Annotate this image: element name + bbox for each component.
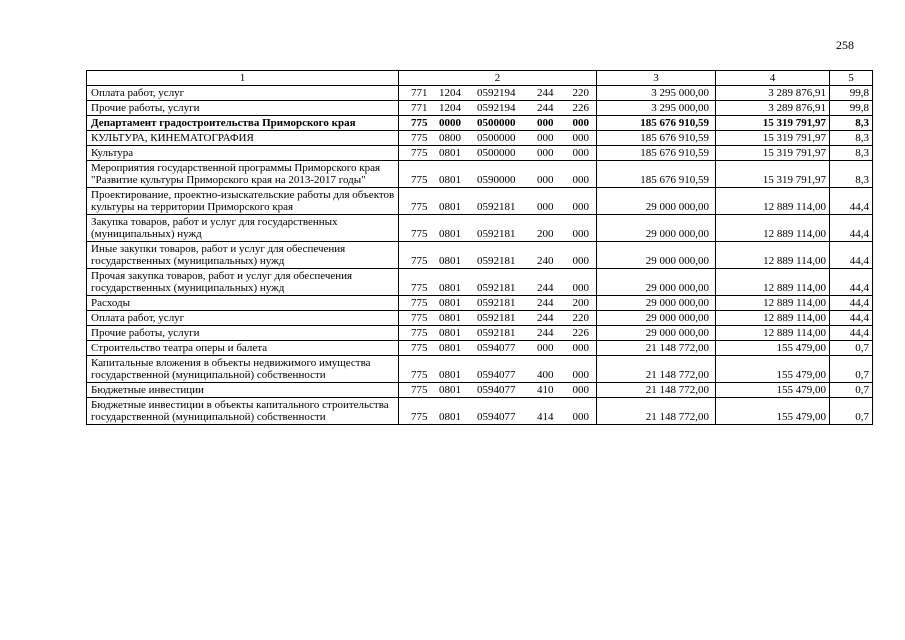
row-codes [399, 296, 597, 311]
row-plan-amount: 185 676 910,59 [597, 131, 716, 146]
codes-grid [403, 174, 593, 186]
table-row [87, 215, 873, 242]
code-economic: 000 [572, 117, 589, 129]
row-actual-amount: 12 889 114,00 [716, 269, 830, 296]
row-actual-amount: 12 889 114,00 [716, 215, 830, 242]
row-percent: 44,4 [830, 242, 873, 269]
table-row [87, 341, 873, 356]
row-percent: 44,4 [830, 269, 873, 296]
row-plan-amount: 185 676 910,59 [597, 116, 716, 131]
table-row [87, 101, 873, 116]
code-expense-type: 240 [537, 255, 554, 267]
table-row [87, 326, 873, 341]
code-administrator: 775 [411, 342, 428, 354]
code-expense-type: 000 [537, 201, 554, 213]
code-target: 0594077 [477, 384, 516, 396]
row-percent: 99,8 [830, 86, 873, 101]
row-percent: 99,8 [830, 101, 873, 116]
row-codes [399, 101, 597, 116]
row-codes [399, 242, 597, 269]
row-percent: 44,4 [830, 326, 873, 341]
row-actual-amount: 12 889 114,00 [716, 326, 830, 341]
code-administrator: 775 [411, 147, 428, 159]
row-name: Расходы [87, 296, 399, 311]
row-name: Строительство театра оперы и балета [87, 341, 399, 356]
code-target: 0592194 [477, 102, 516, 114]
code-section: 0801 [439, 312, 461, 324]
code-section: 1204 [439, 87, 461, 99]
code-economic: 000 [572, 132, 589, 144]
code-administrator: 775 [411, 132, 428, 144]
code-expense-type: 410 [537, 384, 554, 396]
row-actual-amount: 12 889 114,00 [716, 188, 830, 215]
row-percent: 0,7 [830, 398, 873, 425]
table-row [87, 242, 873, 269]
code-target: 0592181 [477, 228, 516, 240]
row-codes [399, 269, 597, 296]
code-section: 0000 [439, 117, 461, 129]
codes-grid [403, 411, 593, 423]
code-economic: 000 [572, 384, 589, 396]
code-expense-type: 000 [537, 117, 554, 129]
codes-grid [403, 132, 593, 144]
code-administrator: 775 [411, 255, 428, 267]
row-actual-amount: 3 289 876,91 [716, 86, 830, 101]
row-percent: 8,3 [830, 161, 873, 188]
row-name: Культура [87, 146, 399, 161]
code-economic: 000 [572, 282, 589, 294]
row-plan-amount: 29 000 000,00 [597, 215, 716, 242]
row-name: Прочая закупка товаров, работ и услуг для обеспечения государственных (муниципальных) нужд [87, 269, 399, 296]
code-administrator: 775 [411, 228, 428, 240]
row-codes [399, 188, 597, 215]
code-administrator: 775 [411, 312, 428, 324]
row-name: Оплата работ, услуг [87, 86, 399, 101]
codes-grid [403, 228, 593, 240]
row-name: Проектирование, проектно-изыскательские работы для объектов культуры на территории Приморского края [87, 188, 399, 215]
row-codes [399, 341, 597, 356]
code-expense-type: 414 [537, 411, 554, 423]
row-name: Закупка товаров, работ и услуг для государственных (муниципальных) нужд [87, 215, 399, 242]
row-plan-amount: 29 000 000,00 [597, 311, 716, 326]
budget-table [86, 70, 873, 425]
code-administrator: 775 [411, 384, 428, 396]
header-col-4: 4 [716, 71, 830, 86]
row-codes [399, 356, 597, 383]
code-expense-type: 244 [537, 297, 554, 309]
table-body [87, 86, 873, 425]
row-plan-amount: 29 000 000,00 [597, 269, 716, 296]
row-actual-amount: 155 479,00 [716, 383, 830, 398]
code-administrator: 775 [411, 369, 428, 381]
row-codes [399, 215, 597, 242]
row-plan-amount: 29 000 000,00 [597, 242, 716, 269]
code-section: 0801 [439, 297, 461, 309]
code-target: 0592181 [477, 201, 516, 213]
row-name: Оплата работ, услуг [87, 311, 399, 326]
row-percent: 8,3 [830, 131, 873, 146]
row-actual-amount: 15 319 791,97 [716, 146, 830, 161]
code-expense-type: 000 [537, 174, 554, 186]
row-plan-amount: 3 295 000,00 [597, 101, 716, 116]
codes-grid [403, 297, 593, 309]
code-economic: 000 [572, 174, 589, 186]
row-name: Прочие работы, услуги [87, 326, 399, 341]
code-economic: 226 [572, 327, 589, 339]
codes-grid [403, 147, 593, 159]
row-actual-amount: 155 479,00 [716, 341, 830, 356]
row-name: Капитальные вложения в объекты недвижимого имущества государственной (муниципальной) собственности [87, 356, 399, 383]
row-name: Мероприятия государственной программы Приморского края "Развитие культуры Приморского края на 2013-2017 годы" [87, 161, 399, 188]
row-plan-amount: 185 676 910,59 [597, 146, 716, 161]
row-name: Иные закупки товаров, работ и услуг для обеспечения государственных (муниципальных) нужд [87, 242, 399, 269]
code-section: 0801 [439, 201, 461, 213]
table-row [87, 356, 873, 383]
row-name: Бюджетные инвестиции [87, 383, 399, 398]
codes-grid [403, 312, 593, 324]
code-section: 1204 [439, 102, 461, 114]
code-section: 0801 [439, 342, 461, 354]
code-economic: 000 [572, 342, 589, 354]
code-economic: 200 [572, 297, 589, 309]
row-percent: 0,7 [830, 383, 873, 398]
code-expense-type: 000 [537, 147, 554, 159]
row-percent: 0,7 [830, 356, 873, 383]
row-actual-amount: 12 889 114,00 [716, 296, 830, 311]
code-economic: 000 [572, 228, 589, 240]
code-administrator: 775 [411, 411, 428, 423]
table-row [87, 398, 873, 425]
row-percent: 44,4 [830, 311, 873, 326]
table-row [87, 116, 873, 131]
code-expense-type: 400 [537, 369, 554, 381]
code-expense-type: 244 [537, 327, 554, 339]
row-actual-amount: 15 319 791,97 [716, 131, 830, 146]
code-target: 0592181 [477, 255, 516, 267]
row-plan-amount: 185 676 910,59 [597, 161, 716, 188]
code-target: 0590000 [477, 174, 516, 186]
row-codes [399, 326, 597, 341]
table-header-row [87, 71, 873, 86]
code-administrator: 775 [411, 201, 428, 213]
code-target: 0594077 [477, 369, 516, 381]
row-percent: 44,4 [830, 296, 873, 311]
table-row [87, 383, 873, 398]
row-actual-amount: 3 289 876,91 [716, 101, 830, 116]
code-expense-type: 244 [537, 312, 554, 324]
code-target: 0500000 [477, 117, 516, 129]
row-actual-amount: 12 889 114,00 [716, 242, 830, 269]
code-administrator: 771 [411, 102, 428, 114]
code-target: 0594077 [477, 411, 516, 423]
code-economic: 000 [572, 255, 589, 267]
code-administrator: 775 [411, 327, 428, 339]
header-col-5: 5 [830, 71, 873, 86]
code-section: 0801 [439, 147, 461, 159]
code-section: 0801 [439, 255, 461, 267]
row-codes [399, 398, 597, 425]
codes-grid [403, 201, 593, 213]
code-administrator: 775 [411, 117, 428, 129]
row-actual-amount: 15 319 791,97 [716, 116, 830, 131]
codes-grid [403, 369, 593, 381]
code-expense-type: 000 [537, 132, 554, 144]
code-economic: 000 [572, 201, 589, 213]
code-administrator: 775 [411, 282, 428, 294]
row-codes [399, 383, 597, 398]
code-administrator: 775 [411, 174, 428, 186]
code-expense-type: 000 [537, 342, 554, 354]
code-section: 0801 [439, 411, 461, 423]
code-economic: 000 [572, 411, 589, 423]
row-actual-amount: 155 479,00 [716, 356, 830, 383]
row-percent: 44,4 [830, 215, 873, 242]
code-target: 0592194 [477, 87, 516, 99]
code-economic: 226 [572, 102, 589, 114]
codes-grid [403, 282, 593, 294]
code-section: 0800 [439, 132, 461, 144]
code-target: 0592181 [477, 297, 516, 309]
table-row [87, 161, 873, 188]
row-name: Бюджетные инвестиции в объекты капитального строительства государственной (муниципальной) собственности [87, 398, 399, 425]
codes-grid [403, 327, 593, 339]
table-row [87, 296, 873, 311]
code-section: 0801 [439, 369, 461, 381]
page-number: 258 [836, 38, 854, 52]
row-actual-amount: 155 479,00 [716, 398, 830, 425]
code-expense-type: 244 [537, 102, 554, 114]
table-row [87, 311, 873, 326]
code-expense-type: 244 [537, 87, 554, 99]
row-codes [399, 131, 597, 146]
code-administrator: 775 [411, 297, 428, 309]
row-codes [399, 146, 597, 161]
row-plan-amount: 21 148 772,00 [597, 383, 716, 398]
code-section: 0801 [439, 282, 461, 294]
codes-grid [403, 117, 593, 129]
row-plan-amount: 21 148 772,00 [597, 398, 716, 425]
code-target: 0592181 [477, 327, 516, 339]
codes-grid [403, 384, 593, 396]
row-codes [399, 161, 597, 188]
code-section: 0801 [439, 174, 461, 186]
row-percent: 44,4 [830, 188, 873, 215]
row-percent: 8,3 [830, 146, 873, 161]
code-economic: 220 [572, 87, 589, 99]
codes-grid [403, 102, 593, 114]
code-economic: 000 [572, 369, 589, 381]
code-economic: 220 [572, 312, 589, 324]
row-percent: 0,7 [830, 341, 873, 356]
codes-grid [403, 255, 593, 267]
code-section: 0801 [439, 327, 461, 339]
code-target: 0500000 [477, 132, 516, 144]
codes-grid [403, 342, 593, 354]
row-actual-amount: 15 319 791,97 [716, 161, 830, 188]
code-economic: 000 [572, 147, 589, 159]
table-row [87, 131, 873, 146]
table-row [87, 86, 873, 101]
row-plan-amount: 29 000 000,00 [597, 326, 716, 341]
code-expense-type: 244 [537, 282, 554, 294]
code-section: 0801 [439, 228, 461, 240]
code-target: 0594077 [477, 342, 516, 354]
header-col-2: 2 [399, 71, 597, 86]
row-plan-amount: 29 000 000,00 [597, 188, 716, 215]
row-plan-amount: 21 148 772,00 [597, 341, 716, 356]
row-actual-amount: 12 889 114,00 [716, 311, 830, 326]
row-plan-amount: 21 148 772,00 [597, 356, 716, 383]
header-col-1: 1 [87, 71, 399, 86]
table-row [87, 269, 873, 296]
row-name: КУЛЬТУРА, КИНЕМАТОГРАФИЯ [87, 131, 399, 146]
code-section: 0801 [439, 384, 461, 396]
codes-grid [403, 87, 593, 99]
code-target: 0592181 [477, 312, 516, 324]
code-target: 0592181 [477, 282, 516, 294]
row-name: Прочие работы, услуги [87, 101, 399, 116]
code-expense-type: 200 [537, 228, 554, 240]
table-row [87, 188, 873, 215]
row-codes [399, 86, 597, 101]
code-target: 0500000 [477, 147, 516, 159]
row-percent: 8,3 [830, 116, 873, 131]
row-plan-amount: 3 295 000,00 [597, 86, 716, 101]
code-administrator: 771 [411, 87, 428, 99]
row-codes [399, 311, 597, 326]
row-codes [399, 116, 597, 131]
header-col-3: 3 [597, 71, 716, 86]
row-plan-amount: 29 000 000,00 [597, 296, 716, 311]
row-name: Департамент градостроительства Приморского края [87, 116, 399, 131]
table-row [87, 146, 873, 161]
